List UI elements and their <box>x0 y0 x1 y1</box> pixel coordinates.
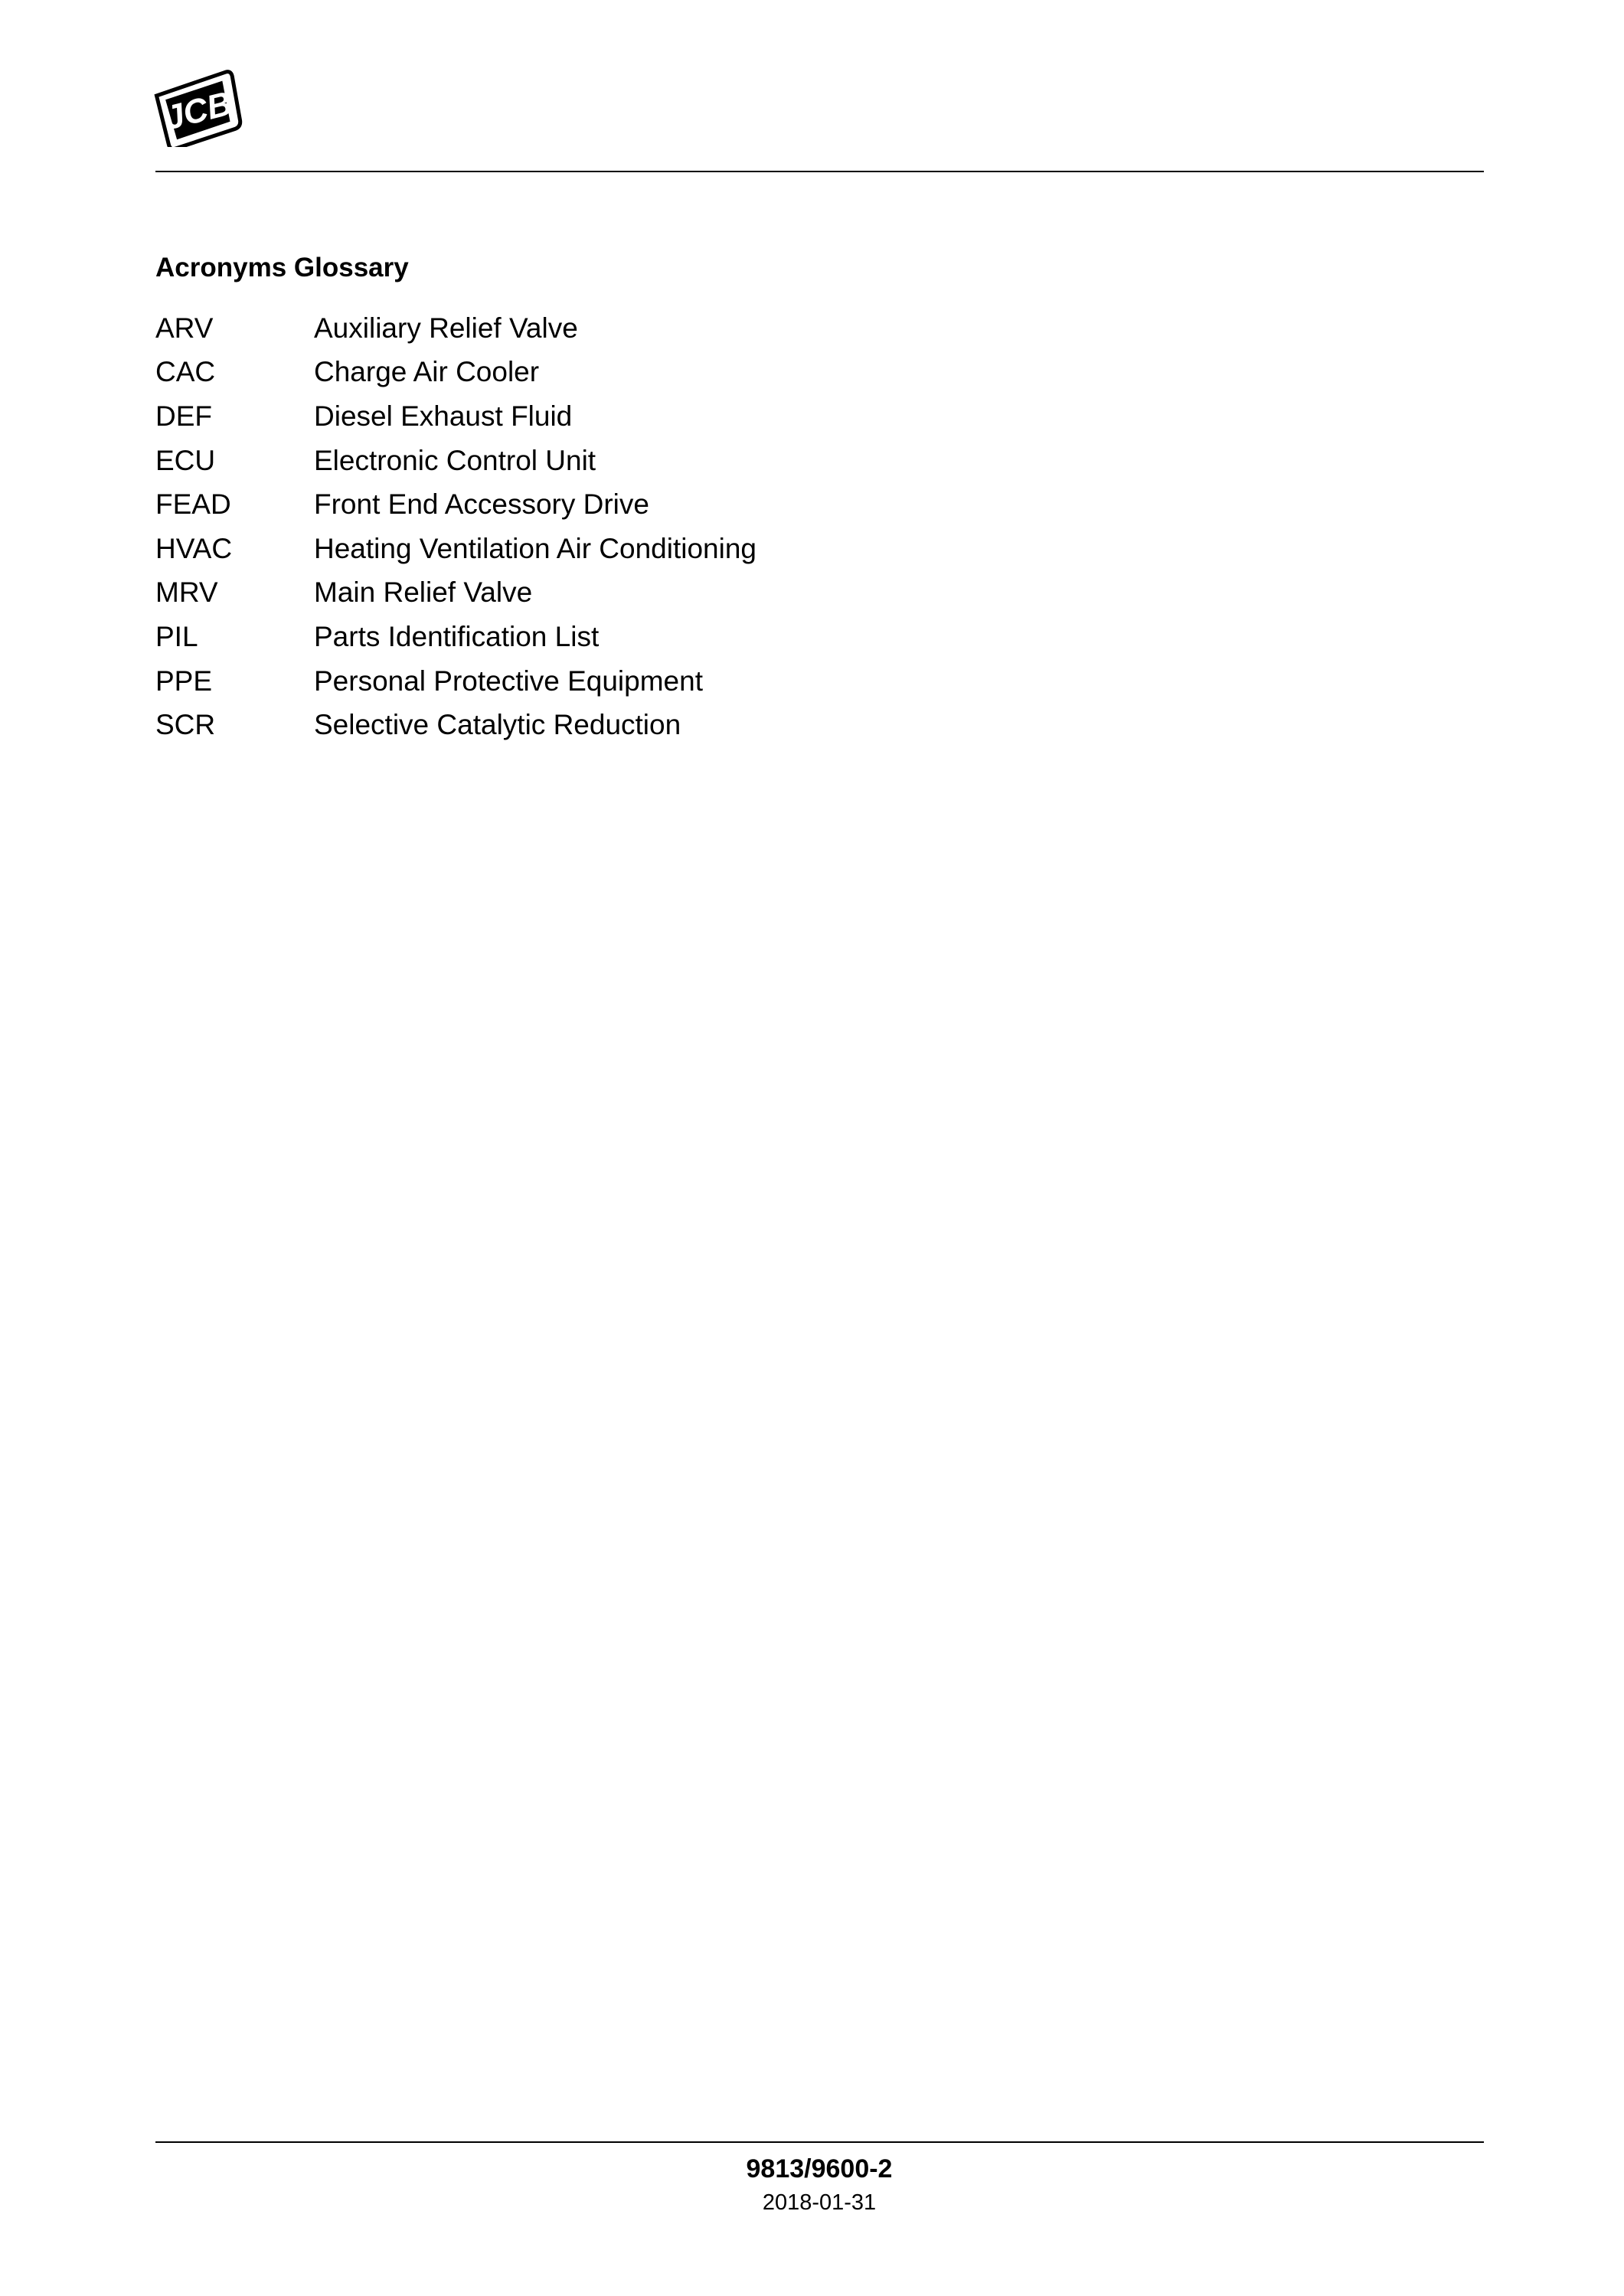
header-rule <box>155 171 1484 172</box>
glossary-row <box>155 703 1074 747</box>
glossary-acronym: DEF <box>155 400 212 432</box>
glossary-row <box>155 527 1074 571</box>
glossary-definition: Front End Accessory Drive <box>314 488 649 521</box>
document-date: 2018-01-31 <box>762 2190 877 2215</box>
glossary-row <box>155 659 1074 704</box>
footer-rule <box>155 2141 1484 2143</box>
glossary-acronym: ECU <box>155 444 216 476</box>
glossary-row <box>155 394 1074 439</box>
jcb-logo-icon <box>153 69 245 147</box>
glossary-row <box>155 615 1074 659</box>
glossary-acronym: PPE <box>155 665 213 697</box>
glossary-definition: Electronic Control Unit <box>314 444 596 476</box>
glossary-acronym: PIL <box>155 620 198 652</box>
glossary-acronym: FEAD <box>155 488 231 521</box>
glossary-row <box>155 482 1074 527</box>
document-number: 9813/9600-2 <box>746 2154 893 2183</box>
glossary-definition: Personal Protective Equipment <box>314 665 703 697</box>
glossary-row <box>155 571 1074 616</box>
glossary-list <box>155 306 1074 747</box>
glossary-definition: Parts Identification List <box>314 620 600 652</box>
glossary-acronym: HVAC <box>155 532 233 564</box>
glossary-title: Acronyms Glossary <box>155 253 409 283</box>
glossary-acronym: MRV <box>155 576 218 609</box>
svg-text:JCB: JCB <box>161 84 236 138</box>
glossary-acronym: ARV <box>155 312 214 344</box>
glossary-definition: Charge Air Cooler <box>314 356 540 388</box>
glossary-acronym: SCR <box>155 709 216 741</box>
glossary-definition: Auxiliary Relief Valve <box>314 312 578 344</box>
glossary-definition: Main Relief Valve <box>314 576 533 609</box>
glossary-definition: Selective Catalytic Reduction <box>314 709 681 741</box>
glossary-definition: Heating Ventilation Air Conditioning <box>314 532 756 564</box>
glossary-row <box>155 351 1074 395</box>
glossary-acronym: CAC <box>155 356 216 388</box>
glossary-row <box>155 306 1074 351</box>
glossary-row <box>155 439 1074 483</box>
glossary-definition: Diesel Exhaust Fluid <box>314 400 573 432</box>
